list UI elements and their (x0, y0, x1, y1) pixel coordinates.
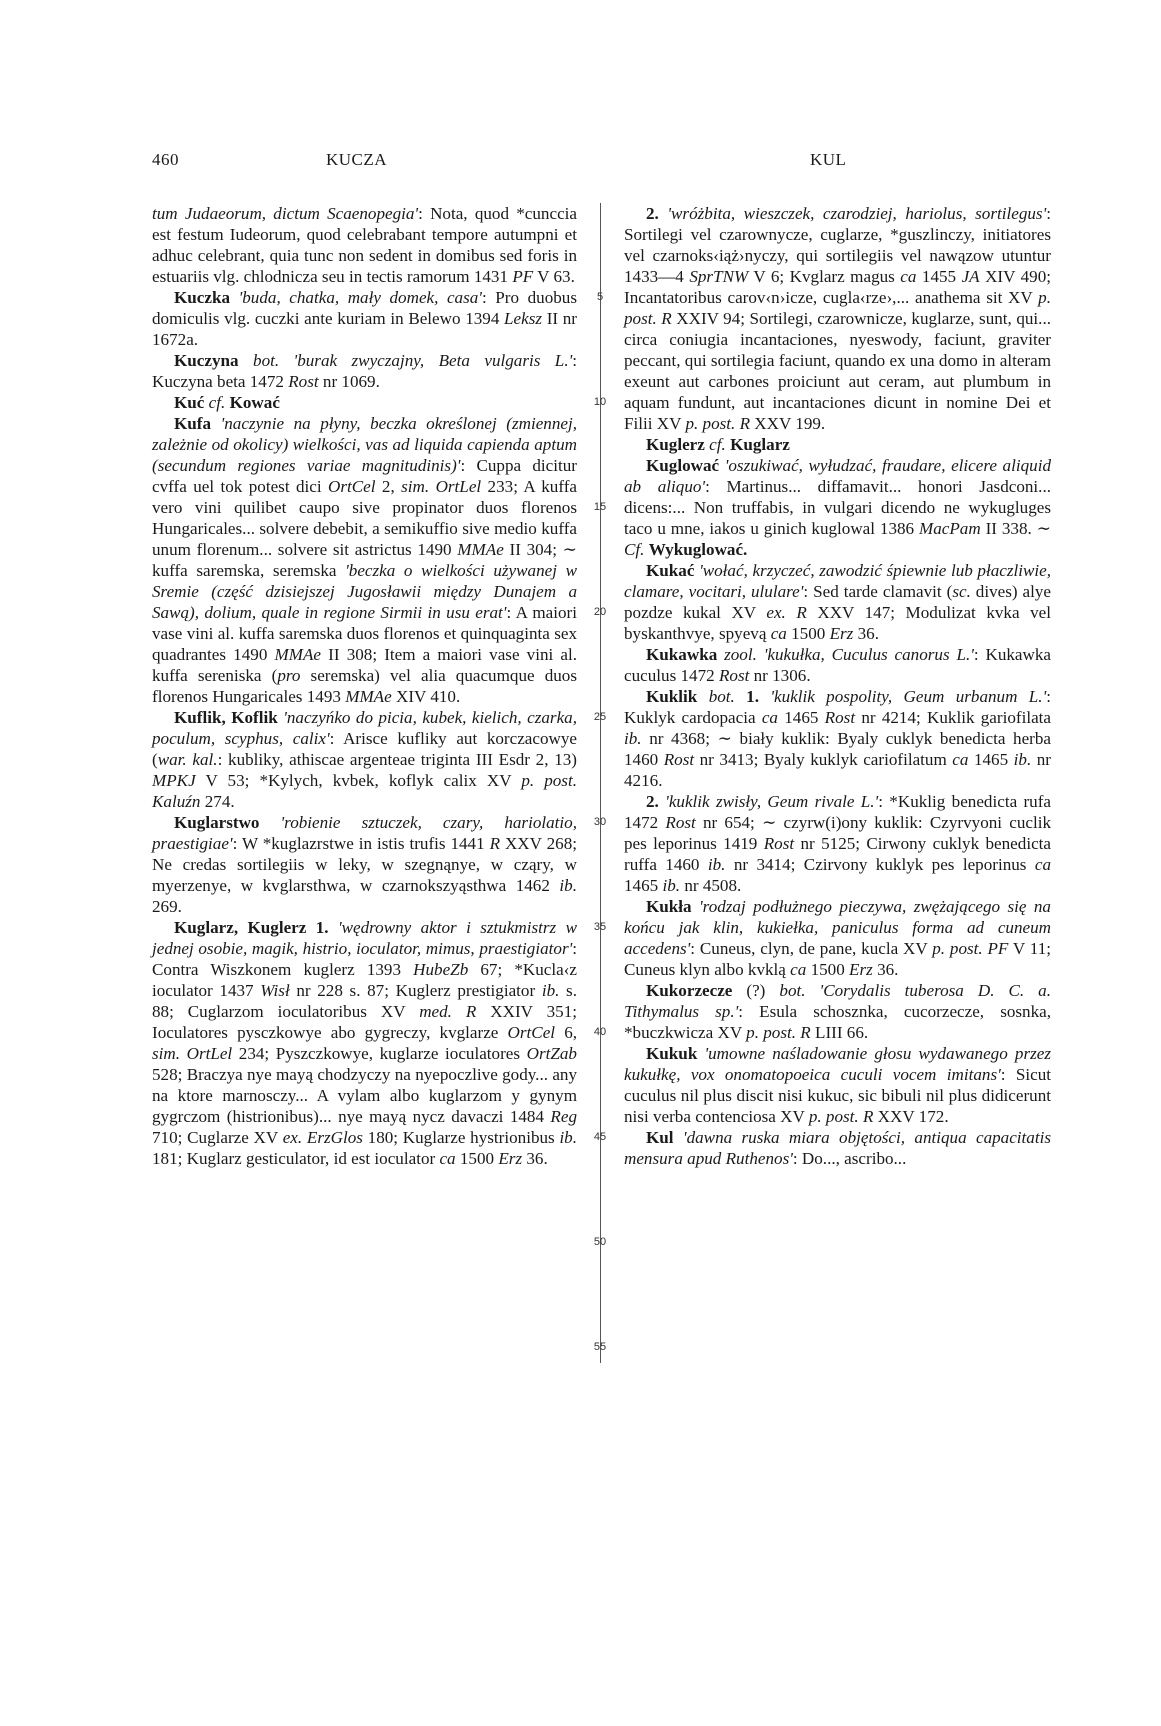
italic-text: HubeZb (413, 960, 469, 979)
italic-text: bot. (708, 687, 735, 706)
italic-text: p. post. R (624, 288, 1051, 328)
entry-text: 36. (853, 624, 879, 643)
italic-text: PF (512, 267, 534, 286)
italic-text: p. post. Kaluźn (152, 771, 577, 811)
italic-text: ib. (624, 729, 642, 748)
italic-text: 'wołać, krzyczeć, zawodzić śpiewnie lub płaczliwie, clamare, vocitari, ululare' (624, 561, 1052, 601)
right-column (624, 203, 1051, 1169)
italic-text: OrtZab (526, 1044, 577, 1063)
entry-text: 2, (375, 477, 402, 496)
entry-text (697, 687, 708, 706)
entry-text: II 308; Item a maiori vase vini al. kuffa sereniska ( (152, 645, 578, 685)
entry-text: 1500 (455, 1149, 499, 1168)
entry-text: nr 1069. (318, 372, 380, 391)
dictionary-entry (624, 980, 1051, 1043)
dictionary-entry (624, 455, 1051, 560)
entry-text: : Pro duobus domiculis vlg. cuczki ante kuriam in Belewo 1394 (152, 288, 577, 328)
entry-text: 1465 (777, 708, 825, 727)
entry-text: : Do..., ascribo... (792, 1149, 907, 1168)
italic-text: p. post. R (746, 1023, 811, 1042)
entry-text: : Sicut cuculus nil plus discit nisi kukuc, sic bibuli nil plus didicerunt nisi verba contenciosa XV (624, 1065, 1051, 1126)
entry-text: 6, (555, 1023, 578, 1042)
italic-text: ib. (1013, 750, 1032, 769)
entry-text: : W *kuglazrstwe in istis trufis 1441 (232, 834, 490, 853)
page-number: 460 (152, 150, 179, 169)
dictionary-entry (624, 434, 1051, 455)
entry-text: : Nota, quod *cunccia est festum Iudeorum, quod celebrabant tempore autumpni et adhuc celebrant, quia tunc non sedent in domibus sed foris in estuariis vlg. chlodnicza seu in tectis ramorum 1431 (152, 204, 577, 286)
italic-text: R (489, 834, 501, 853)
line-number: 55 (593, 1341, 607, 1353)
entry-text: XXV 268; Ne credas sortilegiis w leky, w szegnąnye, w cząry, w myerzenye, w kvglarsthwa, w czarnokszyąsthwa 1462 (152, 834, 577, 895)
entry-text: LIII 66. (810, 1023, 869, 1042)
italic-text: Erz (498, 1149, 523, 1168)
italic-text: 'buda, chatka, mały domek, casa' (238, 288, 482, 307)
entry-text (674, 1128, 683, 1147)
dictionary-entry (624, 560, 1051, 644)
entry-text: seremska) vel alia quacumque duos florenos Hungaricales 1493 (152, 666, 577, 706)
entry-text: 181; Kuglarz gesticulator, id est ioculator (152, 1149, 440, 1168)
entry-text: 233; A kuffa vero vini quilibet caupo sive propinator duos florenos Hungaricales... solvere debebit, a semikuffio sive medio kuffa unum florenum... solvere sit astrictus 1490 (152, 477, 577, 559)
entry-text: 1465 (968, 750, 1014, 769)
italic-text: 'umowne naśladowanie głosu wydawanego przez kukułkę, vox onomatopoeica cuculi vocem imitans' (624, 1044, 1051, 1084)
italic-text: OrtCel (328, 477, 376, 496)
entry-text: nr 3413; Byaly kuklyk cariofilatum (694, 750, 953, 769)
italic-text: SprTNW (689, 267, 749, 286)
entry-text: 1500 (806, 960, 850, 979)
entry-text: : Martinus... diffamavit... honori Jasdconi... dicens:... Non truffabis, in vulgari dicendo ne wykugluges taco u mne, iakos u ginich kuglowal 1386 (624, 477, 1051, 538)
italic-text: ca (952, 750, 969, 769)
entry-text: II 338. ∼ (980, 519, 1051, 538)
italic-text: tum Judaeorum, dictum Scaenopegia' (152, 204, 419, 223)
headword: Kuglarz (730, 435, 790, 454)
entry-text (239, 351, 253, 370)
entry-text: 180; Kuglarze hystrionibus (362, 1128, 560, 1147)
entry-text: nr 3414; Czirvony kuklyk pes leporinus (725, 855, 1035, 874)
entry-text: : Esula schosznka, cucorzecze, sosnka, *buczkwicza XV (624, 1002, 1052, 1042)
italic-text: OrtCel (507, 1023, 556, 1042)
entry-text: nr 4508. (680, 876, 742, 895)
entry-text: II nr 1672a. (152, 309, 577, 349)
italic-text: med. R (419, 1002, 477, 1021)
dictionary-entry (152, 917, 577, 1169)
italic-text: zool. 'kukułka, Cuculus canorus L.' (724, 645, 974, 664)
entry-text (329, 918, 338, 937)
italic-text: 'wróżbita, wieszczek, czarodziej, hariolus, sortilegus' (667, 204, 1047, 223)
dictionary-entry (152, 812, 577, 917)
headword: Kukorzecze (646, 981, 733, 1000)
italic-text: MMAe (457, 540, 504, 559)
entry-text: : Cuneus, clyn, de pane, kucla XV (690, 939, 933, 958)
entry-text: 36. (522, 1149, 548, 1168)
italic-text: bot. 'burak zwyczajny, Beta vulgaris L.' (253, 351, 573, 370)
left-running-head: KUCZA (326, 150, 388, 169)
line-number: 35 (593, 921, 607, 933)
headword: Kuglerz (646, 435, 705, 454)
italic-text: ca (761, 708, 778, 727)
italic-text: MMAe (345, 687, 392, 706)
italic-text: MacPam (918, 519, 981, 538)
entry-text: : Sed tarde clamavit ( (803, 582, 953, 601)
dictionary-entry (152, 350, 577, 392)
italic-text: Rost (824, 708, 856, 727)
entry-text: nr 4216. (624, 750, 1051, 790)
italic-text: MPKJ (152, 771, 196, 790)
entry-text: 67; *Kucla‹z ioculator 1437 (152, 960, 577, 1000)
entry-text: XXV 172. (873, 1107, 949, 1126)
italic-text: Rost (665, 813, 696, 832)
italic-text: Rost (763, 834, 795, 853)
italic-text: cf. (709, 435, 726, 454)
italic-text: Rost (663, 750, 695, 769)
line-number: 10 (593, 396, 607, 408)
italic-text: p. post. R (685, 414, 751, 433)
italic-text: Cf. (624, 540, 645, 559)
headword: Kuflik, Koflik (174, 708, 278, 727)
italic-text: 'naczyńko do picia, kubek, kielich, czarka, poculum, scyphus, calix' (152, 708, 577, 748)
dictionary-entry (152, 392, 577, 413)
line-number: 20 (593, 606, 607, 618)
italic-text: p. post. PF (932, 939, 1009, 958)
entry-text: XXIV 94; Sortilegi, czarownicze, kuglarze, sunt, qui... circa coniugia incantaciones, nyeswody, faciunt, graviter peccant, qui sortilegia faciunt, quando ex una domo in alteram exeunt aut carbones proiciunt aut ceram, aut plumbum in aquam fundunt, aut incantaciones dicunt in nomine Dei et Filii XV (624, 309, 1051, 433)
italic-text: 'rodzaj podłużnego pieczywa, zwężającego się na końcu jak klin, kukiełka, paniculus forma ad cuneum accedens' (624, 897, 1051, 958)
left-column (152, 203, 577, 1169)
dictionary-entry (152, 203, 577, 287)
entry-text (735, 687, 746, 706)
italic-text: ib. (559, 1128, 578, 1147)
italic-text: 'beczka o wielkości używanej w Sremie (część dzisiejszej Jugosławii między Dunajem a Sawą), dolium, quale in regione Sirmii in usu erat' (152, 561, 577, 622)
entry-text: nr 4214; Kuklik gariofilata (855, 708, 1051, 727)
italic-text: pro (277, 666, 301, 685)
italic-text: Erz (849, 960, 873, 979)
headword: Kuczka (174, 288, 231, 307)
italic-text: ca (900, 267, 917, 286)
entry-text: : kubliky, athiscae argenteae triginta III Esdr 2, 13) (217, 750, 577, 769)
headword: Kukuk (646, 1044, 698, 1063)
italic-text: 'dawna ruska miara objętości, antiqua capacitatis mensura apud Ruthenos' (624, 1128, 1051, 1168)
dictionary-entry (152, 707, 577, 812)
italic-text: ib. (559, 876, 577, 895)
line-number: 15 (593, 501, 607, 513)
headword: Kufa (174, 414, 212, 433)
entry-text: : Kukawka cuculus 1472 (624, 645, 1051, 685)
italic-text: ib. (707, 855, 726, 874)
entry-text: nr 4368; ∼ biały kuklik: Byaly cuklyk benedicta herba 1460 (624, 729, 1051, 769)
italic-text: Leksz (504, 309, 543, 328)
italic-text: Rost (718, 666, 750, 685)
entry-text: dives) alye pozdze kukal XV (624, 582, 1051, 622)
dictionary-entry (624, 791, 1051, 896)
italic-text: JA (961, 267, 980, 286)
dictionary-entry (624, 686, 1051, 791)
entry-text: : Arisce kufliky aut korczacowye ( (152, 729, 577, 769)
italic-text: 'naczynie na płyny, beczka określonej (zmiennej, zależnie od okolicy) wielkości, vas ad liquida capienda aptum (secundum regiones variae magnitudinis)' (152, 414, 577, 475)
italic-text: sc. (952, 582, 971, 601)
italic-text: 'robienie sztuczek, czary, hariolatio, praestigiae' (152, 813, 577, 853)
entry-text: 528; Braczya nye mayą chodzyczy na nyepoczlive gody... any na ktore marnosczy... A vylam albo kuglarzom y gynym gygrczom (histrionibus)... nye mayą nycz davaczi 1484 (152, 1065, 577, 1126)
entry-text: : Contra Wiszkonem kuglerz 1393 (152, 939, 577, 979)
headword: 2. (646, 792, 659, 811)
entry-text: 274. (200, 792, 235, 811)
entry-text: (?) (732, 981, 780, 1000)
entry-text (211, 414, 221, 433)
dictionary-entry (624, 1127, 1051, 1169)
entry-text (692, 897, 699, 916)
entry-text: XIV 410. (391, 687, 461, 706)
italic-text: ex. R (766, 603, 807, 622)
italic-text: 'wędrowny aktor i sztukmistrz w jednej osobie, magik, histrio, ioculator, mimus, praestigiator' (152, 918, 577, 958)
entry-text: XXV 147; Modulizat kvka vel byskanthvye, spyevą (624, 603, 1051, 643)
italic-text: Wisł (260, 981, 290, 1000)
entry-text (759, 687, 770, 706)
entry-text: : Kuczyna beta 1472 (152, 351, 577, 391)
dictionary-entry (152, 287, 577, 350)
italic-text: war. kal. (157, 750, 218, 769)
entry-text: : Kuklyk cardopacia (624, 687, 1051, 727)
italic-text: Rost (288, 372, 319, 391)
italic-text: sim. OrtLel (401, 477, 482, 496)
headword: Kukła (646, 897, 692, 916)
entry-text: 36. (872, 960, 899, 979)
line-number: 40 (593, 1026, 607, 1038)
headword: Kować (229, 393, 280, 412)
italic-text: ib. (662, 876, 681, 895)
italic-text: ca (790, 960, 807, 979)
line-number: 50 (593, 1236, 607, 1248)
entry-text: : Sortilegi vel czarownycze, cuglarze, *guszlinczy, initiatores vel czarnoks‹iąż›nyczy, qui sortilegiis vel nawązow utuntur 1433—4 (624, 204, 1051, 286)
dictionary-entry (624, 203, 1051, 434)
entry-text: 234; Pyszczkowye, kuglarze ioculatores (232, 1044, 527, 1063)
italic-text: cf. (208, 393, 226, 412)
italic-text: sim. OrtLel (152, 1044, 233, 1063)
entry-text: V 53; *Kylych, kvbek, koflyk calix XV (195, 771, 522, 790)
dictionary-entry (624, 644, 1051, 686)
column-rule (600, 203, 601, 1363)
italic-text: p. post. R (808, 1107, 874, 1126)
headword: 1. (746, 687, 759, 706)
dictionary-entry (152, 413, 577, 707)
entry-text: : Cuppa dicitur cvffa uel tok potest dici (152, 456, 578, 496)
entry-text: s. 88; Cuglarzom ioculatoribus XV (152, 981, 577, 1021)
right-running-head: KUL (810, 150, 847, 169)
headword: 2. (646, 204, 659, 223)
entry-text: 1455 (916, 267, 962, 286)
entry-text: V 63. (533, 267, 575, 286)
entry-text (259, 813, 280, 832)
italic-text: ca (1034, 855, 1051, 874)
entry-text: nr 654; ∼ czyrw(i)ony kuklik: Czyrvyoni cuclik pes leporinus 1419 (624, 813, 1051, 853)
entry-text: V 11; Cuneus klyn albo kvklą (624, 939, 1051, 979)
line-number: 5 (596, 291, 604, 303)
headword: Kuglarstwo (174, 813, 260, 832)
line-number: 25 (593, 711, 607, 723)
entry-text: : A maiori vase vini al. kuffa saremska duos florenos et quinquaginta sex quadrantes 1490 (152, 603, 577, 664)
entry-text: nr 5125; Cirwony cuklyk benedicta ruffa 1460 (624, 834, 1051, 874)
italic-text: 'kuklik zwisły, Geum rivale L.' (665, 792, 879, 811)
entry-text: XXV 199. (750, 414, 826, 433)
italic-text: bot. 'Corydalis tuberosa D. C. a. Tithymalus sp.' (624, 981, 1051, 1021)
italic-text: MMAe (274, 645, 322, 664)
entry-text (230, 288, 239, 307)
headword: Kuglować (646, 456, 720, 475)
italic-text: ca (770, 624, 787, 643)
headword: Kukać (646, 561, 695, 580)
entry-text: 1465 (624, 876, 663, 895)
entry-text: 269. (152, 897, 182, 916)
italic-text: Reg (550, 1107, 577, 1126)
entry-text: II 304; ∼ kuffa saremska, seremska (152, 540, 577, 580)
italic-text: ca (439, 1149, 456, 1168)
italic-text: 'kuklik pospolity, Geum urbanum L.' (770, 687, 1047, 706)
entry-text: XXIV 351; Ioculatores pysczkowye abo gygreczy, kvglarze (152, 1002, 578, 1042)
line-number: 30 (593, 816, 607, 828)
entry-text: 710; Cuglarze XV (152, 1128, 283, 1147)
dictionary-entry (624, 896, 1051, 980)
headword: Kul (646, 1128, 674, 1147)
headword: Kuć (174, 393, 205, 412)
italic-text: ex. ErzGlos (282, 1128, 363, 1147)
headword: Wykuglować. (648, 540, 748, 559)
headword: Kuglarz, Kuglerz 1. (174, 918, 329, 937)
italic-text: ib. (541, 981, 560, 1000)
entry-text: nr 228 s. 87; Kuglerz prestigiator (289, 981, 542, 1000)
entry-text: 1500 (786, 624, 830, 643)
entry-text: nr 1306. (749, 666, 811, 685)
italic-text: 'oszukiwać, wyłudzać, fraudare, elicere aliquid ab aliquo' (624, 456, 1051, 496)
entry-text: XIV 490; Incantatoribus carov‹n›icze, cugla‹rze›,... anathema sit XV (624, 267, 1052, 307)
dictionary-entry (624, 1043, 1051, 1127)
italic-text: Erz (829, 624, 854, 643)
headword: Kukawka (646, 645, 718, 664)
headword: Kuczyna (174, 351, 239, 370)
entry-text: V 6; Kvglarz magus (748, 267, 901, 286)
line-number: 45 (593, 1131, 607, 1143)
headword: Kuklik (646, 687, 698, 706)
entry-text: : *Kuklig benedicta rufa 1472 (624, 792, 1052, 832)
